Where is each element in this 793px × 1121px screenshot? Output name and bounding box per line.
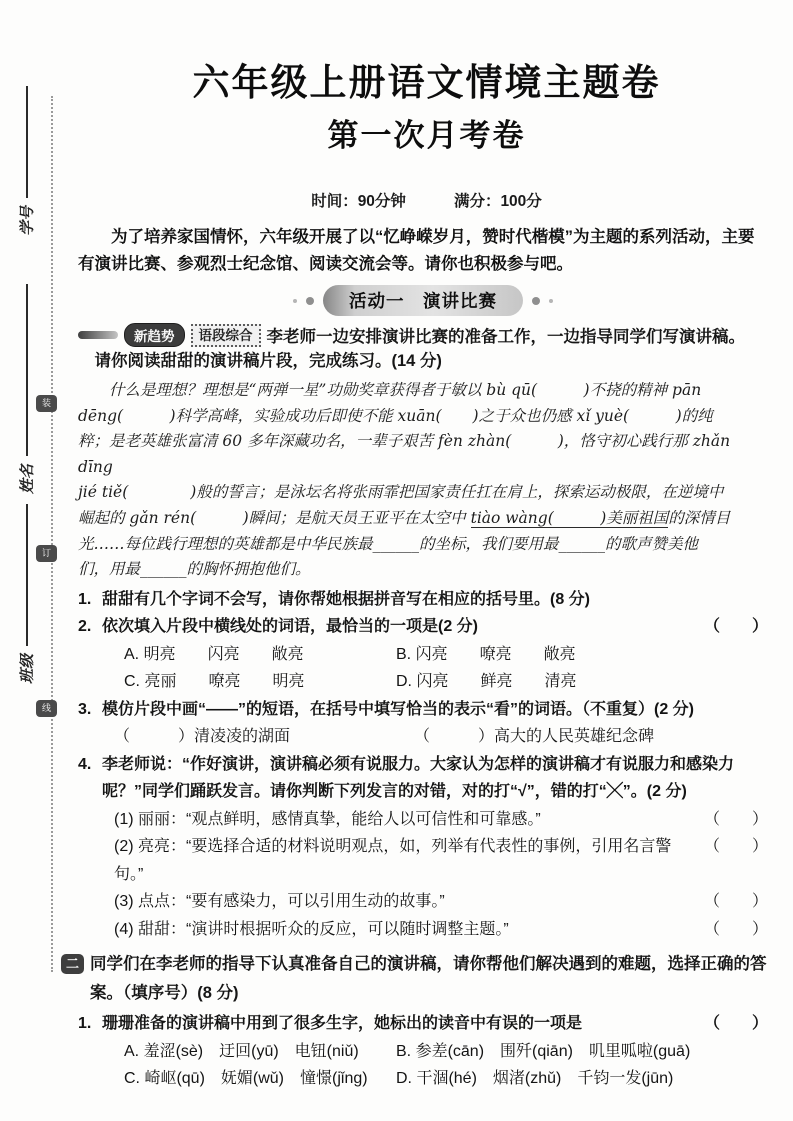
- section2-q1-options-row-1: [124, 1038, 768, 1066]
- section1-lead-line2: 请你阅读甜甜的演讲稿片段，完成练习。(14 分): [94, 352, 442, 370]
- question-2-options-row-1: [124, 641, 768, 669]
- new-trend-badge: 新趋势: [124, 323, 185, 347]
- statement-text: (1) 丽丽：“观点鲜明，感情真挚，能给人以可信性和可靠感。”: [114, 810, 541, 828]
- section2-question-1: [78, 1010, 768, 1038]
- blank-phrase-1: （ ）清凌凌的湖面: [114, 728, 291, 746]
- activity-banner-label: 活动一 演讲比赛: [323, 285, 523, 316]
- section1-lead-text: 李老师一边安排演讲比赛的准备工作，一边指导同学们写演讲稿。: [266, 328, 745, 346]
- question-4-item-2: [114, 833, 768, 888]
- question-number: 2.: [78, 618, 92, 636]
- passage-line: 们，用最______的胸怀拥抱他们。: [78, 560, 311, 579]
- passage-line-segment: 崛起的 gǎn rén( )瞬间；是航天员王亚平在太空中: [78, 508, 471, 527]
- student-id-label: 学号: [17, 205, 36, 236]
- answer-parentheses: （ ）: [703, 1015, 768, 1033]
- option-a: A. 明亮 闪亮 敞亮: [124, 645, 304, 663]
- binding-seal-xian: 线: [36, 700, 57, 717]
- section2-lead-text: 同学们在李老师的指导下认真准备自己的演讲稿，请你帮他们解决遇到的难题，选择正确的答案。（填序号）(8 分): [90, 955, 767, 1002]
- intro-paragraph: 为了培养家国情怀，六年级开展了以“忆峥嵘岁月，赞时代楷模”为主题的系列活动，主要有演讲比赛、参观烈士纪念馆、阅读交流会等。请你也积极参与吧。: [78, 228, 755, 273]
- question-4-item-3: [114, 888, 768, 916]
- passage-type-badge: 语段综合: [191, 324, 261, 347]
- student-name-label: 姓名: [17, 463, 36, 494]
- statement-text: (4) 甜甜：“演讲时根据听众的反应，可以随时调整主题。”: [114, 920, 509, 938]
- banner-left-dot-icon: [306, 297, 314, 305]
- section2-q1-options-row-2: [124, 1065, 768, 1093]
- binding-dotted-line: [51, 96, 53, 972]
- section2-number-icon: 二: [61, 954, 84, 974]
- option-d: D. 闪亮 鲜亮 清亮: [396, 673, 577, 691]
- passage-line: 什么是理想？理想是“两弹一星”功勋奖章获得者于敏以 bù qū( )不挠的精神 pān: [109, 381, 702, 399]
- question-3: [78, 696, 768, 724]
- section1-number-bar-icon: [78, 331, 118, 339]
- question-text: 甜甜有几个字词不会写，请你帮她根据拼音写在相应的括号里。(8 分): [102, 590, 591, 608]
- banner-right-dot-icon: [532, 297, 540, 305]
- student-id-field: [15, 86, 37, 236]
- option-c: C. 崎岖(qū) 妩媚(wǔ) 憧憬(jǐng): [124, 1070, 368, 1088]
- paper-meta: [60, 189, 793, 211]
- question-text: 模仿片段中画“——”的短语，在括号中填写恰当的表示“看”的词语。（不重复）(2 分): [102, 700, 695, 718]
- statement-text: (2) 亮亮：“要选择合适的材料说明观点，如，列举有代表性的事例，引用名言警句。”: [114, 838, 672, 883]
- answer-parentheses: （ ）: [703, 810, 768, 828]
- question-number: 1.: [78, 1015, 92, 1033]
- option-d: D. 干涸(hé) 烟渚(zhǔ) 千钧一发(jūn): [396, 1070, 674, 1088]
- option-b: B. 参差(cān) 围歼(qiān) 叽里呱啦(guā): [396, 1042, 691, 1060]
- question-number: 3.: [78, 700, 92, 718]
- answer-parentheses: （ ）: [703, 618, 768, 636]
- class-label: 班级: [17, 653, 36, 684]
- question-text: 依次填入片段中横线处的词语，最恰当的一项是(2 分): [102, 618, 479, 636]
- passage-line: [78, 506, 768, 532]
- speech-draft-passage: [78, 378, 768, 583]
- student-id-blank-line: [25, 86, 28, 198]
- student-name-blank-line: [25, 284, 28, 456]
- paper-title: 六年级上册语文情境主题卷: [192, 62, 661, 103]
- student-name-field: [15, 284, 37, 494]
- blank-phrase-2: （ ）高大的人民英雄纪念碑: [414, 728, 655, 746]
- section2: [65, 950, 768, 1007]
- question-text: 李老师说：“作好演讲，演讲稿必须有说服力。大家认为怎样的演讲稿才有说服力和感染力呢？”同学们踊跃发言。请你判断下列发言的对错，对的打“√”，错的打“╳”。(2 分): [102, 755, 735, 801]
- underlined-phrase: tiào wàng( )美丽祖国: [470, 508, 669, 527]
- banner-left-small-dot-icon: [293, 299, 297, 303]
- question-text: 珊珊准备的演讲稿中用到了很多生字，她标出的读音中有误的一项是: [102, 1015, 583, 1033]
- question-2: [78, 613, 768, 641]
- passage-line: jié tiě( )般的誓言；是泳坛名将张雨霏把国家责任扛在肩上，探索运动极限，在逆境中: [78, 483, 724, 502]
- question-4-item-4: [114, 916, 768, 944]
- passage-line: dēng( )科学高峰，实验成功后即使不能 xuān( )之于众也仍感 xǐ yuè( )的纯: [78, 406, 713, 425]
- banner-right-small-dot-icon: [549, 299, 553, 303]
- paper-subtitle: 第一次月考卷: [327, 118, 526, 153]
- passage-line-segment: 的深情目: [668, 508, 731, 527]
- section2-questions: [78, 1010, 768, 1093]
- passage-line: 光……每位践行理想的英雄都是中华民族最______的坐标，我们要用最______的歌声赞美他: [78, 534, 699, 553]
- question-2-options-row-2: [124, 668, 768, 696]
- question-4: [78, 751, 768, 806]
- option-b: B. 闪亮 嘹亮 敞亮: [396, 645, 576, 663]
- question-number: 4.: [78, 755, 92, 773]
- option-c: C. 亮丽 嘹亮 明亮: [124, 673, 305, 691]
- answer-parentheses: （ ）: [703, 893, 768, 911]
- question-3-blanks: [114, 723, 768, 751]
- answer-parentheses: （ ）: [703, 920, 768, 938]
- statement-text: (3) 点点：“要有感染力，可以引用生动的故事。”: [114, 893, 445, 911]
- activity-banner: [78, 285, 768, 316]
- question-number: 1.: [78, 590, 92, 608]
- question-4-item-1: [114, 806, 768, 834]
- class-field: [15, 504, 37, 684]
- class-blank-line: [25, 504, 28, 646]
- question-1: [78, 586, 768, 614]
- full-score-label: 满分：100分: [453, 193, 542, 210]
- main-content: [65, 224, 768, 1093]
- answer-parentheses: （ ）: [703, 838, 768, 856]
- binding-seal-zhuang: 装: [36, 395, 57, 412]
- section1-questions: [78, 586, 768, 944]
- binding-seal-ding: 订: [36, 545, 57, 562]
- passage-line: 粹；是老英雄张富清 60 多年深藏功名，一辈子艰苦 fèn zhàn( )，恪守初心践行那 zhǎn dīng: [78, 432, 731, 476]
- option-a: A. 羞涩(sè) 迂回(yū) 电钮(niǔ): [124, 1042, 359, 1060]
- section1-header: [78, 323, 768, 347]
- time-limit-label: 时间：90分钟: [311, 193, 406, 210]
